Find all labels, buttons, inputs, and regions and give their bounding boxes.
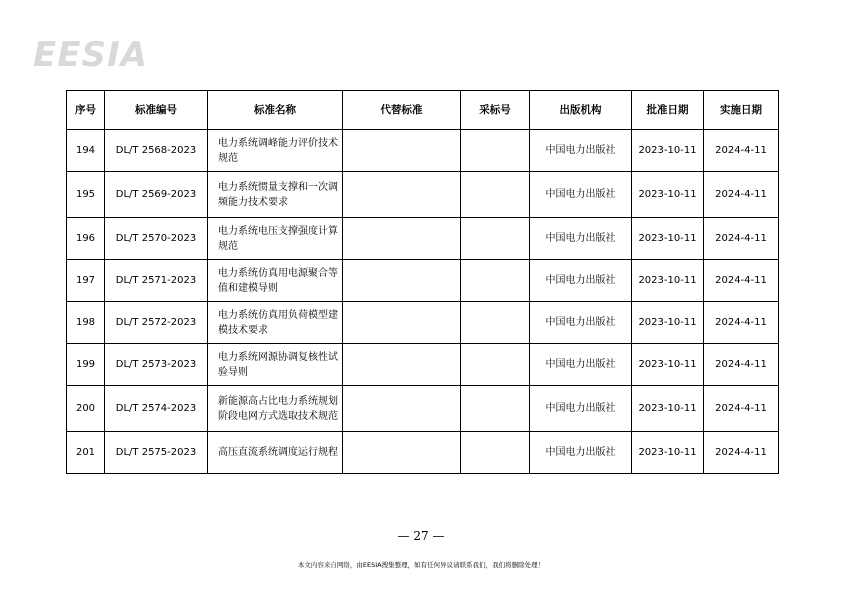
row-publisher: 中国电力出版社 bbox=[530, 218, 632, 260]
row-no: 201 bbox=[67, 432, 105, 474]
row-code: DL/T 2571-2023 bbox=[105, 260, 208, 302]
row-no: 198 bbox=[67, 302, 105, 344]
row-adopted bbox=[461, 218, 530, 260]
table-row bbox=[67, 302, 779, 344]
row-publisher: 中国电力出版社 bbox=[530, 172, 632, 218]
row-code: DL/T 2573-2023 bbox=[105, 344, 208, 386]
header-approved: 批准日期 bbox=[632, 91, 704, 130]
row-code: DL/T 2568-2023 bbox=[105, 130, 208, 172]
row-replaces bbox=[343, 302, 461, 344]
page-number: — 27 — bbox=[397, 529, 445, 543]
row-adopted bbox=[461, 172, 530, 218]
table-row bbox=[67, 386, 779, 432]
table-header-row bbox=[67, 91, 779, 130]
row-name: 电力系统仿真用电源聚合等值和建模导则 bbox=[208, 260, 343, 302]
header-code: 标准编号 bbox=[105, 91, 208, 130]
table-row bbox=[67, 260, 779, 302]
row-effective: 2024-4-11 bbox=[704, 432, 779, 474]
row-replaces bbox=[343, 432, 461, 474]
row-approved: 2023-10-11 bbox=[632, 344, 704, 386]
row-no: 200 bbox=[67, 386, 105, 432]
row-code: DL/T 2574-2023 bbox=[105, 386, 208, 432]
row-name: 电力系统调峰能力评价技术规范 bbox=[208, 130, 343, 172]
header-name: 标准名称 bbox=[208, 91, 343, 130]
row-approved: 2023-10-11 bbox=[632, 432, 704, 474]
eesia-logo: EESIA bbox=[33, 35, 148, 75]
row-code: DL/T 2569-2023 bbox=[105, 172, 208, 218]
row-effective: 2024-4-11 bbox=[704, 130, 779, 172]
row-adopted bbox=[461, 386, 530, 432]
row-replaces bbox=[343, 260, 461, 302]
header-replaces: 代替标准 bbox=[343, 91, 461, 130]
row-no: 196 bbox=[67, 218, 105, 260]
row-approved: 2023-10-11 bbox=[632, 302, 704, 344]
row-approved: 2023-10-11 bbox=[632, 218, 704, 260]
row-approved: 2023-10-11 bbox=[632, 386, 704, 432]
row-approved: 2023-10-11 bbox=[632, 172, 704, 218]
header-adopted: 采标号 bbox=[461, 91, 530, 130]
row-code: DL/T 2575-2023 bbox=[105, 432, 208, 474]
row-publisher: 中国电力出版社 bbox=[530, 344, 632, 386]
footer-disclaimer: 本文内容来自网络，由EESIA搜集整理，如有任何异议请联系我们，我们将删除处理！ bbox=[297, 561, 545, 569]
row-no: 194 bbox=[67, 130, 105, 172]
table-row bbox=[67, 218, 779, 260]
row-name: 新能源高占比电力系统规划阶段电网方式选取技术规范 bbox=[208, 386, 343, 432]
row-name: 电力系统网源协调复核性试验导则 bbox=[208, 344, 343, 386]
header-publisher: 出版机构 bbox=[530, 91, 632, 130]
row-approved: 2023-10-11 bbox=[632, 260, 704, 302]
row-publisher: 中国电力出版社 bbox=[530, 432, 632, 474]
row-effective: 2024-4-11 bbox=[704, 302, 779, 344]
table-row bbox=[67, 432, 779, 474]
row-replaces bbox=[343, 218, 461, 260]
row-replaces bbox=[343, 386, 461, 432]
table-row bbox=[67, 344, 779, 386]
row-no: 195 bbox=[67, 172, 105, 218]
table-row bbox=[67, 130, 779, 172]
row-no: 197 bbox=[67, 260, 105, 302]
row-effective: 2024-4-11 bbox=[704, 172, 779, 218]
header-effective: 实施日期 bbox=[704, 91, 779, 130]
row-approved: 2023-10-11 bbox=[632, 130, 704, 172]
row-no: 199 bbox=[67, 344, 105, 386]
row-name: 电力系统惯量支撑和一次调频能力技术要求 bbox=[208, 172, 343, 218]
row-adopted bbox=[461, 302, 530, 344]
row-adopted bbox=[461, 432, 530, 474]
row-replaces bbox=[343, 172, 461, 218]
row-effective: 2024-4-11 bbox=[704, 386, 779, 432]
table-row bbox=[67, 172, 779, 218]
row-name: 电力系统仿真用负荷模型建模技术要求 bbox=[208, 302, 343, 344]
row-replaces bbox=[343, 130, 461, 172]
row-publisher: 中国电力出版社 bbox=[530, 386, 632, 432]
row-code: DL/T 2570-2023 bbox=[105, 218, 208, 260]
row-name: 高压直流系统调度运行规程 bbox=[208, 432, 343, 474]
row-effective: 2024-4-11 bbox=[704, 260, 779, 302]
row-name: 电力系统电压支撑强度计算规范 bbox=[208, 218, 343, 260]
row-adopted bbox=[461, 260, 530, 302]
row-effective: 2024-4-11 bbox=[704, 344, 779, 386]
row-adopted bbox=[461, 130, 530, 172]
row-replaces bbox=[343, 344, 461, 386]
standards-table bbox=[66, 90, 779, 474]
row-publisher: 中国电力出版社 bbox=[530, 260, 632, 302]
row-effective: 2024-4-11 bbox=[704, 218, 779, 260]
row-adopted bbox=[461, 344, 530, 386]
row-publisher: 中国电力出版社 bbox=[530, 302, 632, 344]
header-no: 序号 bbox=[67, 91, 105, 130]
row-publisher: 中国电力出版社 bbox=[530, 130, 632, 172]
row-code: DL/T 2572-2023 bbox=[105, 302, 208, 344]
